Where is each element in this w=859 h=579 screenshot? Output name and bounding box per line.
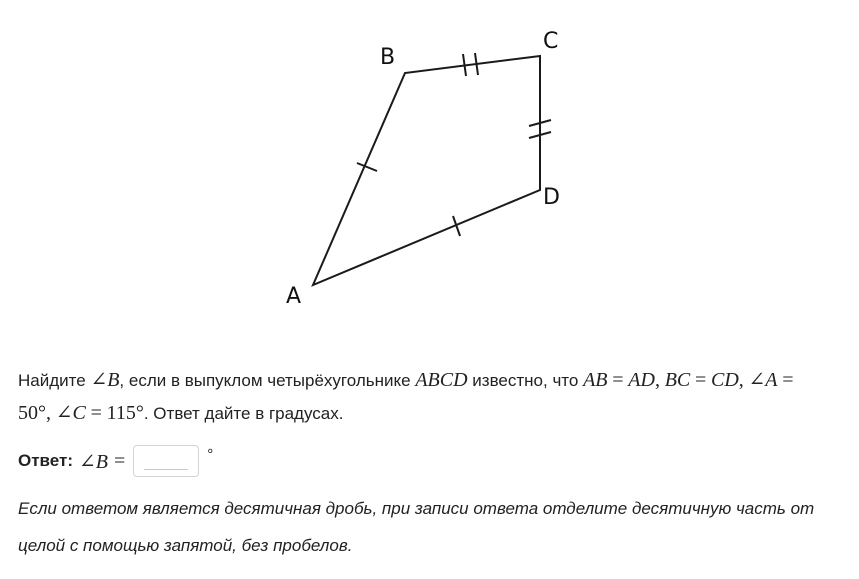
angle-c-value: 115°: [106, 402, 144, 424]
side-ab-math: AB: [583, 369, 608, 391]
equals-sign: =: [612, 369, 624, 391]
problem-text: , если в выпуклом четырёхугольнике: [119, 371, 411, 390]
instruction-note: Если ответом является десятичная дробь, при записи ответа отделите десятичную часть от целой с помощью запятой, без пробелов.: [18, 499, 815, 555]
vertex-label-c: C: [543, 29, 559, 54]
answer-equals: =: [113, 449, 126, 472]
equals-sign: =: [782, 369, 794, 391]
equals-sign: =: [90, 402, 102, 424]
side-ad-math: AD: [628, 369, 655, 391]
degree-unit: °: [207, 446, 214, 463]
answer-row: [18, 444, 213, 478]
comma: ,: [654, 369, 660, 391]
answer-label: Ответ:: [18, 451, 73, 470]
problem-text: Найдите: [18, 371, 86, 390]
side-cd-math: CD: [711, 369, 739, 391]
vertex-label-b: B: [380, 45, 396, 70]
tick-ab: [357, 163, 377, 171]
answer-input-box[interactable]: [133, 445, 199, 477]
equals-sign: =: [694, 369, 707, 391]
comma: ,: [738, 369, 744, 391]
answer-input[interactable]: [144, 450, 188, 470]
vertex-label-d: D: [543, 185, 560, 210]
angle-a-value: 50°: [18, 402, 46, 424]
quad-name-math: ABCD: [415, 369, 468, 391]
quadrilateral-abcd: [313, 56, 540, 285]
vertex-label-a: A: [286, 284, 302, 309]
side-bc-math: BC: [664, 369, 691, 391]
angle-b-math: ∠B: [90, 369, 120, 391]
problem-text: . Ответ дайте в градусах.: [143, 404, 344, 423]
angle-a-math: ∠A: [748, 369, 778, 391]
problem-statement: [18, 364, 818, 430]
comma: ,: [46, 402, 51, 424]
problem-text: известно, что: [472, 371, 579, 390]
answer-angle-b: ∠B: [79, 450, 108, 473]
angle-c-math: ∠C: [55, 402, 86, 424]
